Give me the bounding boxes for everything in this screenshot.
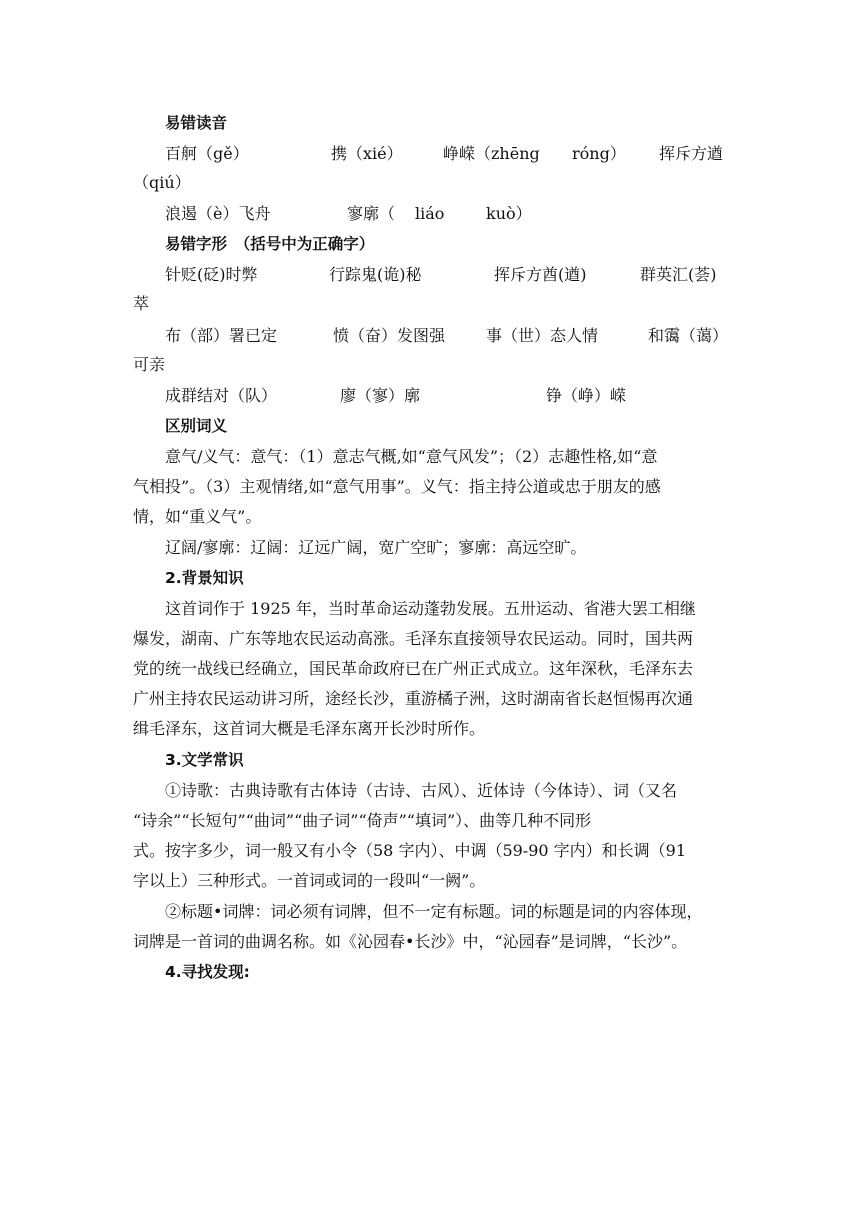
form-item: 布（部）署已定	[165, 326, 278, 345]
form-item: 成群结对（队）	[165, 386, 278, 405]
background-line-4: 广州主持农民运动讲习所，途经长沙，重游橘子洲，这时湖南省长赵恒惕再次通	[133, 689, 694, 708]
forms-row-2	[165, 326, 728, 346]
pronunciation-row-1-continued: （qiú）	[133, 173, 191, 192]
forms-row-1-continued: 萃	[133, 294, 150, 313]
pron-item: kuò）	[486, 204, 532, 223]
pronunciation-row-1	[165, 144, 723, 164]
pron-item: 寥廓（	[347, 204, 396, 223]
pron-item: 携（xié）	[331, 144, 403, 163]
form-item: 铮（峥）嵘	[546, 386, 627, 405]
literature-paragraph-1-line-1: ①诗歌：古典诗歌有古体诗（古诗、古风）、近体诗（今体诗）、词（又名	[165, 781, 678, 800]
background-line-5: 缉毛泽东，这首词大概是毛泽东离开长沙时所作。	[133, 719, 486, 738]
forms-row-1	[165, 265, 717, 285]
literature-paragraph-1-line-3: 式。按字多少，词一般又有小令（58 字内）、中调（59-90 字内）和长调（91	[133, 841, 687, 860]
heading-character-forms: 易错字形 （括号中为正确字）	[165, 235, 375, 253]
literature-paragraph-2-line-2: 词牌是一首词的曲调名称。如《沁园春•长沙》中，“沁园春”是词牌，“长沙”。	[133, 932, 688, 951]
literature-paragraph-1-line-4: 字以上）三种形式。一首词或词的一段叫“一阙”。	[133, 871, 486, 890]
pron-item: liáo	[415, 204, 445, 223]
form-item: 群英汇(荟)	[640, 265, 717, 284]
meaning-paragraph-1-line-2: 气相投”。（3）主观情绪,如“意气用事”。义气：指主持公道或忠于朋友的感	[133, 477, 661, 496]
form-item: 愤（奋）发图强	[333, 326, 446, 345]
heading-find-discover: 4.寻找发现:	[165, 963, 250, 981]
literature-paragraph-2-line-1: ②标题•词牌：词必须有词牌，但不一定有标题。词的标题是词的内容体现，	[165, 902, 703, 921]
pron-item: róng）	[572, 144, 626, 163]
heading-word-meanings: 区别词义	[165, 417, 228, 435]
heading-background: 2.背景知识	[165, 569, 244, 587]
meaning-paragraph-1-line-3: 情，如“重义气”。	[133, 507, 262, 526]
form-item: 挥斥方酋(遒)	[494, 265, 587, 284]
form-item: 行踪鬼(诡)秘	[329, 265, 422, 284]
pron-item: 峥嵘（zhēng	[443, 144, 540, 163]
literature-paragraph-1-line-2: “诗余”“长短句”“曲词”“曲子词”“倚声”“填词”）、曲等几种不同形	[133, 811, 592, 830]
forms-row-3	[165, 386, 626, 406]
form-item: 廖（寥）廓	[340, 386, 421, 405]
heading-literature: 3.文学常识	[165, 751, 244, 769]
background-line-2: 爆发，湖南、广东等地农民运动高涨。毛泽东直接领导农民运动。同时，国共两	[133, 629, 694, 648]
form-item: 事（世）态人情	[486, 326, 599, 345]
form-item: 和霭（蔼）	[648, 326, 729, 345]
pron-item: 挥斥方遒	[659, 144, 724, 163]
form-item: 针贬(砭)时弊	[165, 265, 258, 284]
heading-pronunciation: 易错读音	[165, 114, 228, 132]
pronunciation-row-2	[165, 204, 532, 224]
pron-item: 百舸（gě）	[165, 144, 249, 163]
meaning-paragraph-2: 辽阔/寥廓：辽阔：辽远广阔，宽广空旷；寥廓：高远空旷。	[165, 538, 587, 557]
forms-row-2-continued: 可亲	[133, 355, 166, 374]
background-line-1: 这首词作于 1925 年，当时革命运动蓬勃发展。五卅运动、省港大罢工相继	[165, 599, 696, 618]
meaning-paragraph-1-line-1: 意气/义气：意气：（1）意志气概,如“意气风发”；（2）志趣性格,如“意	[165, 447, 658, 466]
pron-item: 浪遏（è）飞舟	[165, 204, 271, 223]
background-line-3: 党的统一战线已经确立，国民革命政府已在广州正式成立。这年深秋，毛泽东去	[133, 659, 694, 678]
